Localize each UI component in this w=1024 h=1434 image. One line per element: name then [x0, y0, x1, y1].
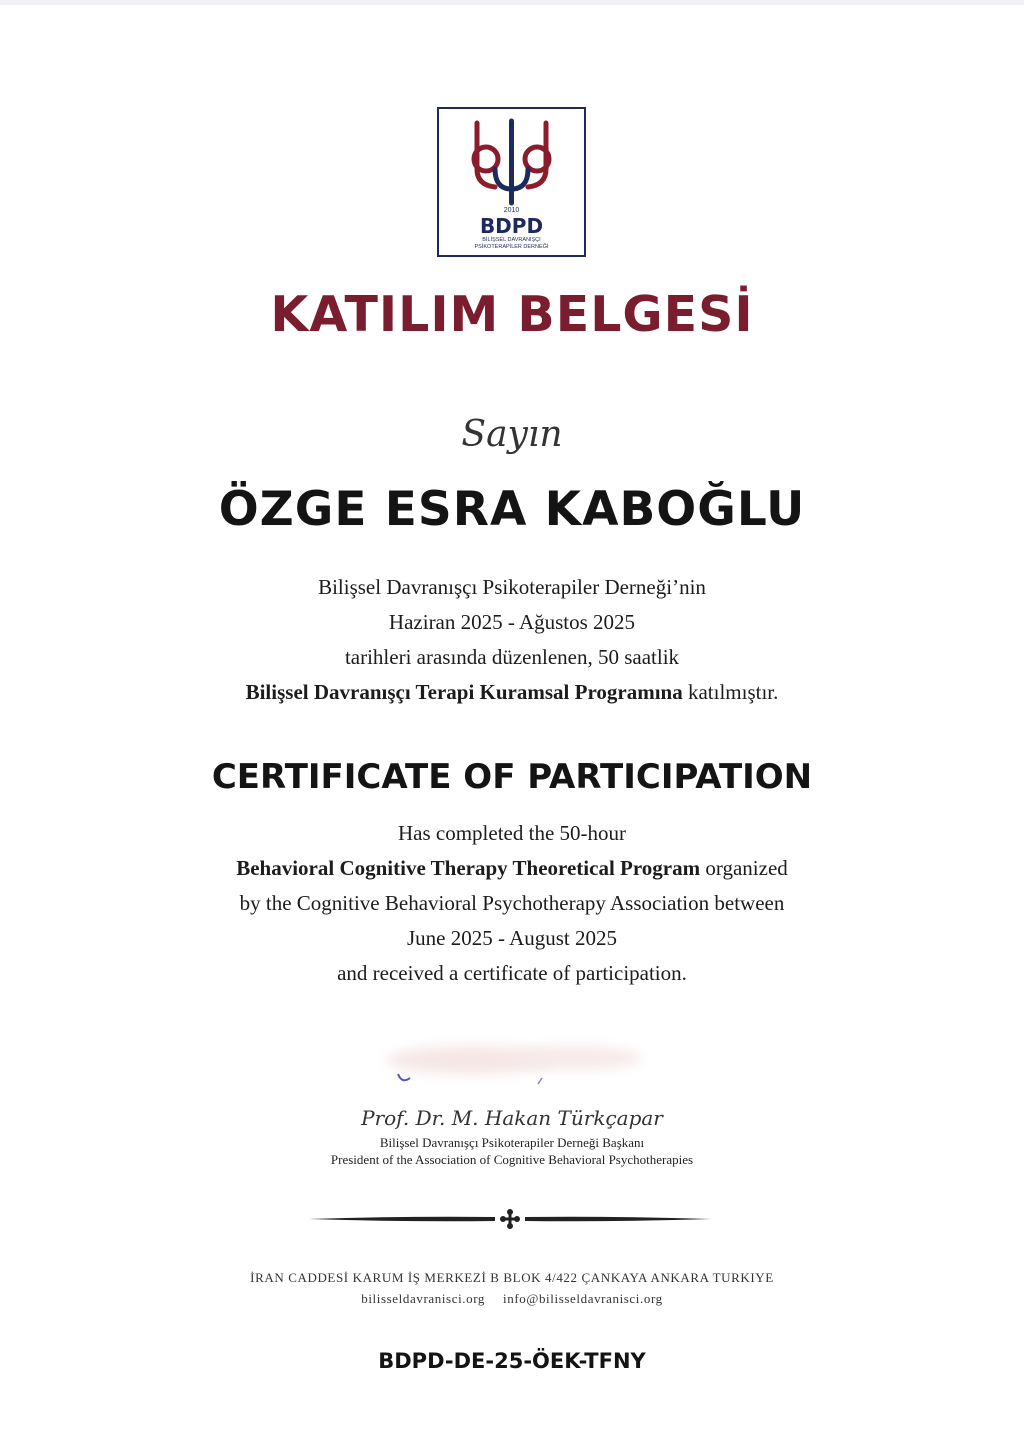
body-en-line2: [0, 851, 1024, 886]
body-text-tr: [0, 570, 1024, 710]
program-name-en: Behavioral Cognitive Therapy Theoretical Program: [236, 856, 701, 880]
certificate-title-tr: KATILIM BELGESİ: [270, 286, 754, 343]
body-tr-line1: Bilişsel Davranışçı Psikoterapiler Derneği’nin: [318, 575, 706, 599]
body-en-line4: June 2025 - August 2025: [407, 926, 617, 950]
body-en-line2-rest: organized: [700, 856, 788, 880]
footer-email: info@bilisseldavranisci.org: [503, 1291, 663, 1306]
body-tr-line2: Haziran 2025 - Ağustos 2025: [388, 610, 636, 634]
signatory-role: [0, 1134, 1024, 1168]
top-edge-strip: [0, 0, 1024, 5]
fleuron-icon: [500, 1209, 520, 1229]
logo-line2: PSİKOTERAPİLER DERNEĞİ: [474, 244, 549, 250]
footer-contacts: [0, 1288, 1024, 1309]
ornamental-divider: [305, 1206, 715, 1237]
certificate-title-en: CERTIFICATE OF PARTICIPATION: [211, 757, 813, 797]
logo-psi-left-arm: [477, 123, 495, 187]
logo-acronym: BDPD: [479, 214, 544, 238]
recipient-name: ÖZGE ESRA KABOĞLU: [218, 482, 806, 537]
signature-redacted: [362, 1034, 652, 1090]
signatory-title-tr: Bilişsel Davranışçı Psikoterapiler Derneği Başkanı: [379, 1135, 645, 1150]
signatory-name: Prof. Dr. M. Hakan Türkçapar: [361, 1106, 663, 1130]
body-tr-line3: tarihleri arasında düzenlenen, 50 saatlik: [344, 645, 680, 669]
body-en-line5: and received a certificate of participation.: [337, 961, 687, 985]
bdpd-logo: [437, 107, 586, 257]
signature-stroke: [398, 1074, 410, 1080]
signatory-title-en: President of the Association of Cognitive Behavioral Psychotherapies: [330, 1152, 694, 1167]
body-tr-line4-rest: katılmıştır.: [682, 680, 779, 704]
body-en-line1: Has completed the 50-hour: [397, 821, 627, 845]
program-name-tr: Bilişsel Davranışçı Terapi Kuramsal Programına: [245, 680, 683, 704]
footer-website: bilisseldavranisci.org: [361, 1291, 486, 1306]
footer: [0, 1267, 1024, 1309]
logo-psi-right-arm: [528, 123, 546, 187]
logo-year: 2010: [503, 207, 520, 214]
body-tr-line4: [0, 675, 1024, 710]
body-text-en: [0, 816, 1024, 991]
logo-line1: BİLİŞSEL DAVRANIŞÇI: [482, 237, 541, 243]
footer-address: İRAN CADDESİ KARUM İŞ MERKEZİ B BLOK 4/422 ÇANKAYA ANKARA TURKIYE: [250, 1270, 774, 1285]
greeting: Sayın: [461, 414, 563, 455]
body-en-line3: by the Cognitive Behavioral Psychotherapy Association between: [239, 891, 785, 915]
certificate-code: BDPD-DE-25-ÖEK-TFNY: [378, 1349, 646, 1373]
